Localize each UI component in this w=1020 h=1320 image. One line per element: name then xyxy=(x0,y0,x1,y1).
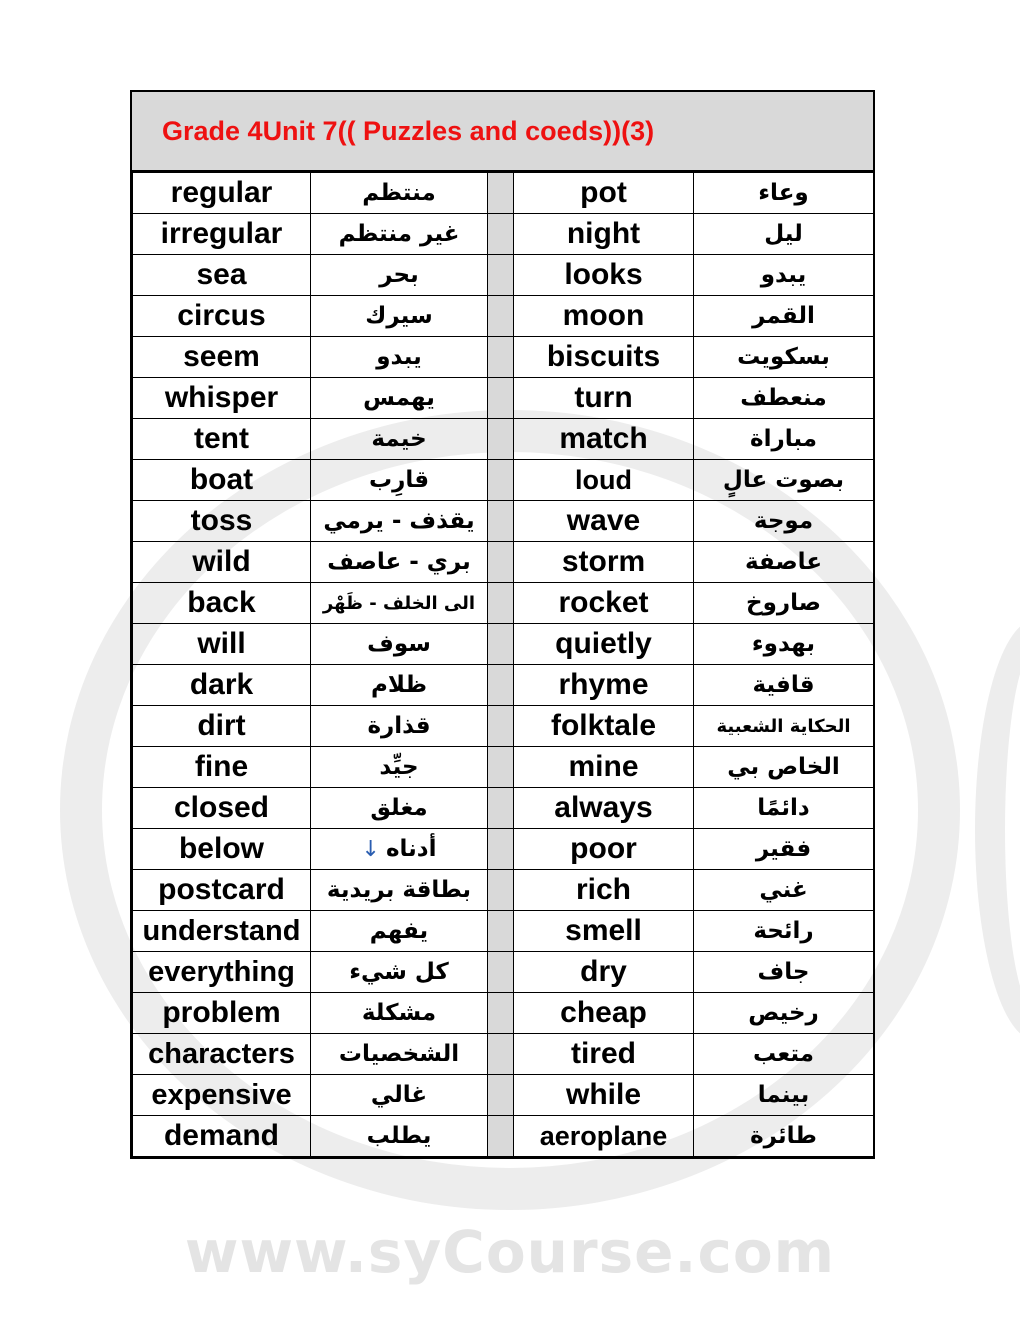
table-row xyxy=(133,296,874,337)
english-word: postcard xyxy=(133,870,311,911)
english-word: folktale xyxy=(514,706,694,747)
column-divider xyxy=(488,542,514,583)
column-divider xyxy=(488,624,514,665)
header-unit: Unit 7 xyxy=(262,115,338,146)
arabic-meaning: الحكاية الشعبية xyxy=(694,706,874,747)
column-divider xyxy=(488,1116,514,1157)
arabic-meaning: قذارة xyxy=(311,706,488,747)
column-divider xyxy=(488,378,514,419)
arabic-meaning: غالي xyxy=(311,1075,488,1116)
table-row xyxy=(133,1116,874,1157)
english-word: wild xyxy=(133,542,311,583)
arabic-meaning: مشكلة xyxy=(311,993,488,1034)
english-word: fine xyxy=(133,747,311,788)
english-word: dark xyxy=(133,665,311,706)
english-word: problem xyxy=(133,993,311,1034)
sheet-header xyxy=(132,92,873,172)
arabic-meaning: القمر xyxy=(694,296,874,337)
arabic-meaning: يفهم xyxy=(311,911,488,952)
arabic-meaning: الشخصيات xyxy=(311,1034,488,1075)
arabic-meaning: يبدو xyxy=(311,337,488,378)
column-divider xyxy=(488,1075,514,1116)
column-divider xyxy=(488,419,514,460)
table-row xyxy=(133,952,874,993)
arabic-meaning: رائحة xyxy=(694,911,874,952)
english-word: biscuits xyxy=(514,337,694,378)
english-word: irregular xyxy=(133,214,311,255)
arabic-meaning: كل شيء xyxy=(311,952,488,993)
english-word: boat xyxy=(133,460,311,501)
column-divider xyxy=(488,747,514,788)
arabic-meaning: بينما xyxy=(694,1075,874,1116)
english-word: match xyxy=(514,419,694,460)
column-divider xyxy=(488,993,514,1034)
english-word: sea xyxy=(133,255,311,296)
english-word: everything xyxy=(133,952,311,993)
column-divider xyxy=(488,870,514,911)
arabic-meaning: صاروخ xyxy=(694,583,874,624)
arabic-meaning: طائرة xyxy=(694,1116,874,1157)
column-divider xyxy=(488,1034,514,1075)
vocabulary-table-body xyxy=(133,173,874,1157)
arabic-meaning: جيِّد xyxy=(311,747,488,788)
header-number: (3) xyxy=(621,115,655,146)
arabic-meaning-text: أدناه xyxy=(385,836,437,862)
column-divider xyxy=(488,296,514,337)
arabic-meaning: غير منتظم xyxy=(311,214,488,255)
english-word: circus xyxy=(133,296,311,337)
arabic-meaning: موجة xyxy=(694,501,874,542)
english-word: understand xyxy=(133,911,311,952)
english-word: poor xyxy=(514,829,694,870)
arabic-meaning: ظلام xyxy=(311,665,488,706)
english-word: closed xyxy=(133,788,311,829)
english-word: storm xyxy=(514,542,694,583)
table-row xyxy=(133,1075,874,1116)
english-word: seem xyxy=(133,337,311,378)
watermark-logo-ring-partial xyxy=(975,620,1020,1040)
english-word: wave xyxy=(514,501,694,542)
table-row xyxy=(133,173,874,214)
arabic-meaning: سوف xyxy=(311,624,488,665)
arabic-meaning: منتظم xyxy=(311,173,488,214)
english-word: regular xyxy=(133,173,311,214)
english-word: rich xyxy=(514,870,694,911)
arabic-meaning: بهدوء xyxy=(694,624,874,665)
arabic-meaning: رخيص xyxy=(694,993,874,1034)
column-divider xyxy=(488,460,514,501)
table-row xyxy=(133,747,874,788)
table-row xyxy=(133,378,874,419)
arabic-meaning: يقذف - يرمي xyxy=(311,501,488,542)
english-word: tent xyxy=(133,419,311,460)
table-row xyxy=(133,1034,874,1075)
english-word: toss xyxy=(133,501,311,542)
table-row xyxy=(133,337,874,378)
column-divider xyxy=(488,665,514,706)
arabic-meaning: قارِب xyxy=(311,460,488,501)
english-word: whisper xyxy=(133,378,311,419)
column-divider xyxy=(488,911,514,952)
english-word: aeroplane xyxy=(514,1116,694,1157)
english-word: always xyxy=(514,788,694,829)
vocabulary-table xyxy=(132,172,874,1157)
arabic-meaning: متعب xyxy=(694,1034,874,1075)
arrow-down-icon: ↓ xyxy=(361,837,380,862)
english-word: quietly xyxy=(514,624,694,665)
column-divider xyxy=(488,952,514,993)
english-word: while xyxy=(514,1075,694,1116)
arabic-meaning: منعطف xyxy=(694,378,874,419)
english-word: pot xyxy=(514,173,694,214)
table-row xyxy=(133,788,874,829)
arabic-meaning: يطلب xyxy=(311,1116,488,1157)
arabic-meaning: قافية xyxy=(694,665,874,706)
table-row xyxy=(133,829,874,870)
header-grade: Grade 4 xyxy=(162,115,263,146)
arabic-meaning: الى الخلف - ظَهْر xyxy=(311,583,488,624)
english-word: smell xyxy=(514,911,694,952)
english-word: characters xyxy=(133,1034,311,1075)
arabic-meaning: ليل xyxy=(694,214,874,255)
arabic-meaning: مغلق xyxy=(311,788,488,829)
column-divider xyxy=(488,173,514,214)
arabic-meaning: بري - عاصف xyxy=(311,542,488,583)
watermark-url: www.syCourse.com xyxy=(184,1218,836,1286)
table-row xyxy=(133,993,874,1034)
arabic-meaning xyxy=(311,829,488,870)
english-word: rhyme xyxy=(514,665,694,706)
column-divider xyxy=(488,255,514,296)
english-word: mine xyxy=(514,747,694,788)
arabic-meaning: مباراة xyxy=(694,419,874,460)
english-word: expensive xyxy=(133,1075,311,1116)
column-divider xyxy=(488,337,514,378)
arabic-meaning: سيرك xyxy=(311,296,488,337)
arabic-meaning: يهمس xyxy=(311,378,488,419)
arabic-meaning: عاصفة xyxy=(694,542,874,583)
english-word: tired xyxy=(514,1034,694,1075)
arabic-meaning: بسكويت xyxy=(694,337,874,378)
arabic-meaning: خيمة xyxy=(311,419,488,460)
column-divider xyxy=(488,829,514,870)
column-divider xyxy=(488,214,514,255)
english-word: looks xyxy=(514,255,694,296)
column-divider xyxy=(488,788,514,829)
english-word: dry xyxy=(514,952,694,993)
english-word: dirt xyxy=(133,706,311,747)
arabic-meaning: وعاء xyxy=(694,173,874,214)
table-row xyxy=(133,255,874,296)
arabic-meaning: فقير xyxy=(694,829,874,870)
english-word: rocket xyxy=(514,583,694,624)
arabic-meaning: الخاص بي xyxy=(694,747,874,788)
english-word: will xyxy=(133,624,311,665)
table-row xyxy=(133,501,874,542)
english-word: demand xyxy=(133,1116,311,1157)
english-word: moon xyxy=(514,296,694,337)
arabic-meaning: جاف xyxy=(694,952,874,993)
column-divider xyxy=(488,501,514,542)
table-row xyxy=(133,870,874,911)
table-row xyxy=(133,419,874,460)
arabic-meaning: بطاقة بريدية xyxy=(311,870,488,911)
vocabulary-sheet xyxy=(130,90,875,1159)
english-word: loud xyxy=(514,460,694,501)
table-row xyxy=(133,460,874,501)
column-divider xyxy=(488,583,514,624)
table-row xyxy=(133,542,874,583)
table-row xyxy=(133,214,874,255)
column-divider xyxy=(488,706,514,747)
table-row xyxy=(133,624,874,665)
arabic-meaning: بحر xyxy=(311,255,488,296)
arabic-meaning: دائمًا xyxy=(694,788,874,829)
header-title: (( Puzzles and coeds)) xyxy=(337,115,622,146)
table-row xyxy=(133,583,874,624)
arabic-meaning: غني xyxy=(694,870,874,911)
english-word: below xyxy=(133,829,311,870)
arabic-meaning: يبدو xyxy=(694,255,874,296)
table-row xyxy=(133,911,874,952)
arabic-meaning: بصوت عالٍ xyxy=(694,460,874,501)
english-word: cheap xyxy=(514,993,694,1034)
english-word: back xyxy=(133,583,311,624)
table-row xyxy=(133,706,874,747)
english-word: turn xyxy=(514,378,694,419)
english-word: night xyxy=(514,214,694,255)
table-row xyxy=(133,665,874,706)
